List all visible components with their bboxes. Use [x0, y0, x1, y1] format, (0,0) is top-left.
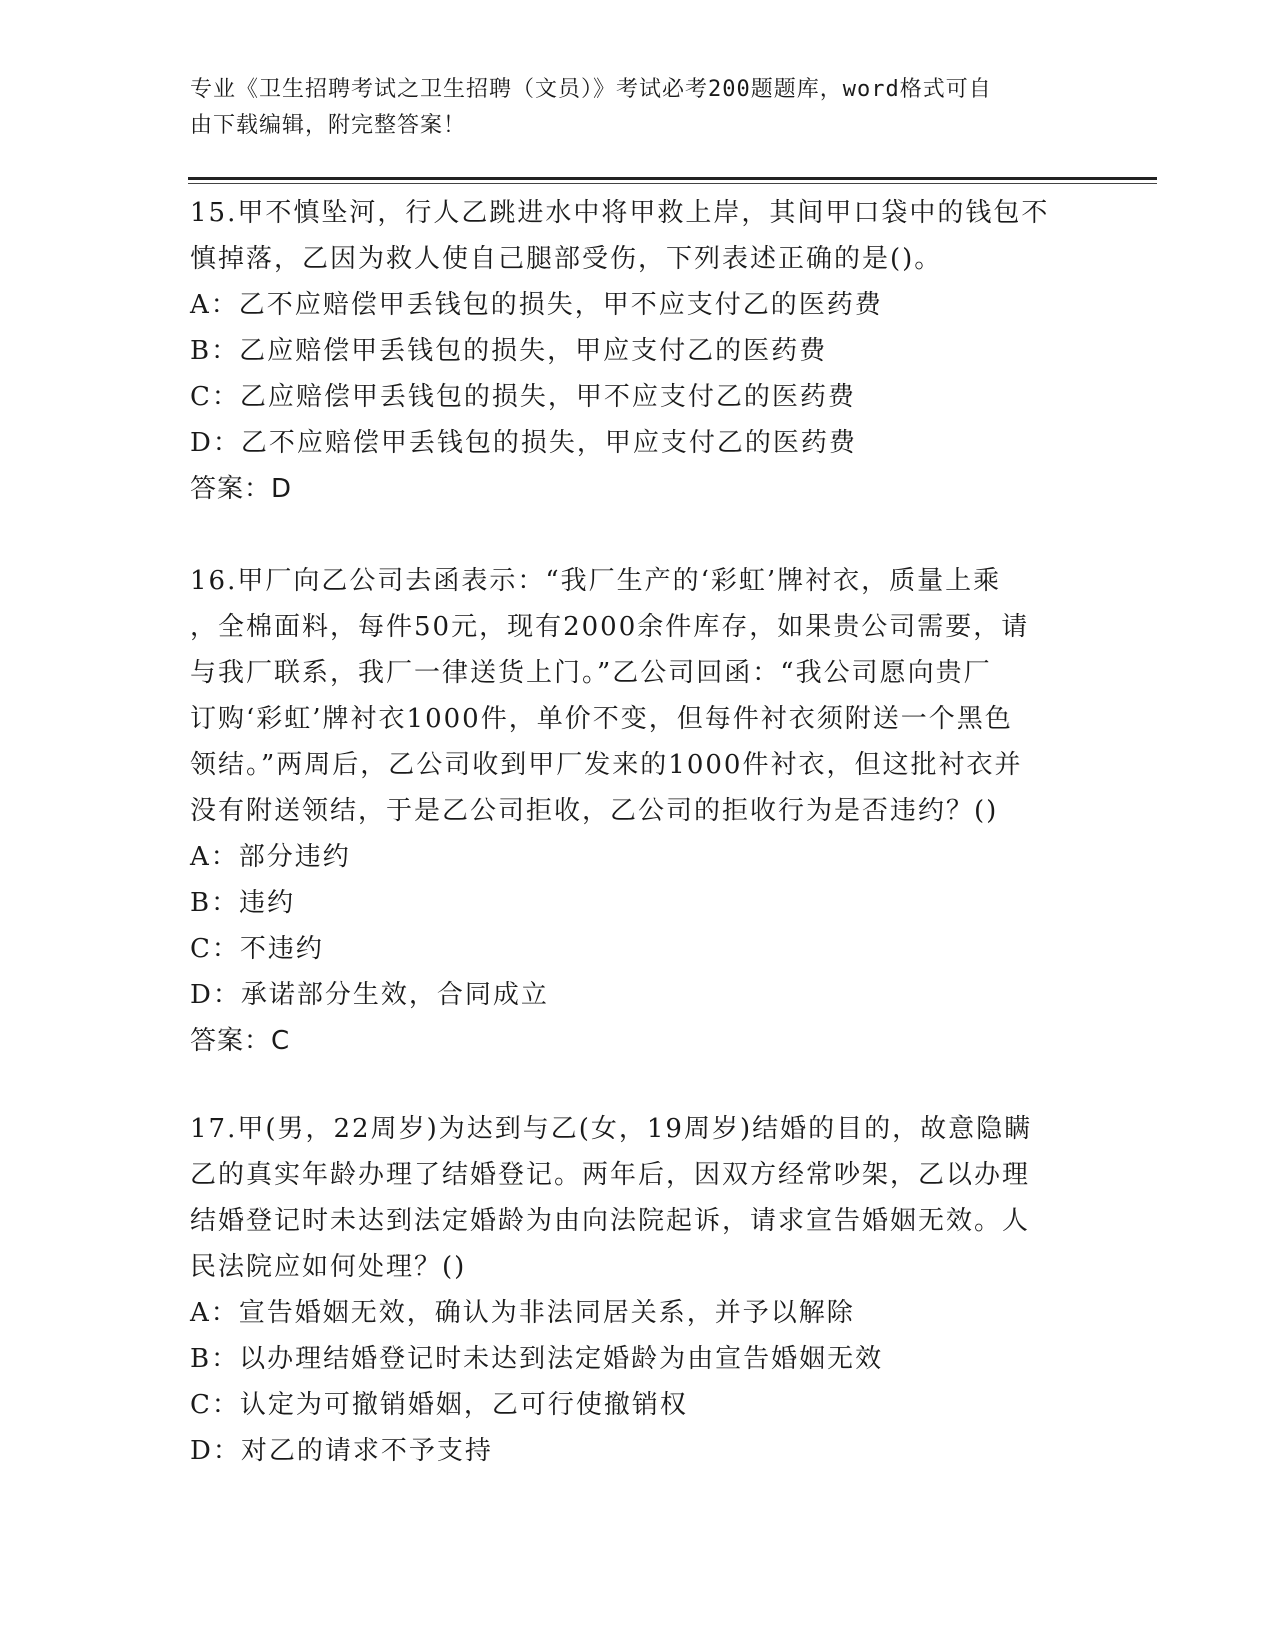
option-b: B：违约 [190, 888, 296, 918]
header-divider-thick [188, 177, 1157, 180]
question-stem [190, 558, 1090, 834]
answer: 答案：D [190, 474, 293, 504]
stem-line: 没有附送领结，于是乙公司拒收，乙公司的拒收行为是否违约？() [190, 796, 999, 826]
document-header [190, 72, 1090, 144]
answer: 答案：C [190, 1026, 291, 1056]
stem-line: 民法院应如何处理？() [190, 1252, 467, 1282]
stem-line: ，全棉面料，每件50元，现有2000余件库存，如果贵公司需要，请 [190, 612, 1030, 642]
option-a: A：宣告婚姻无效，确认为非法同居关系，并予以解除 [190, 1298, 855, 1328]
option-b: B：以办理结婚登记时未达到法定婚龄为由宣告婚姻无效 [190, 1344, 884, 1374]
header-line-1: 专业《卫生招聘考试之卫生招聘（文员）》考试必考200题题库，word格式可自 [190, 77, 992, 102]
option-d: D：对乙的请求不予支持 [190, 1436, 493, 1466]
option-c: C：不违约 [190, 934, 324, 964]
question-16 [190, 558, 1090, 1064]
option-d: D：乙不应赔偿甲丢钱包的损失，甲应支付乙的医药费 [190, 428, 857, 458]
stem-line: 结婚登记时未达到法定婚龄为由向法院起诉，请求宣告婚姻无效。人 [190, 1206, 1031, 1236]
stem-line: 17.甲(男，22周岁)为达到与乙(女，19周岁)结婚的目的，故意隐瞒 [190, 1114, 1033, 1144]
option-b: B：乙应赔偿甲丢钱包的损失，甲应支付乙的医药费 [190, 336, 828, 366]
stem-line: 乙的真实年龄办理了结婚登记。两年后，因双方经常吵架，乙以办理 [190, 1160, 1031, 1190]
option-c: C：认定为可撤销婚姻，乙可行使撤销权 [190, 1390, 688, 1420]
header-line-2: 由下载编辑，附完整答案！ [190, 113, 467, 138]
stem-line: 15.甲不慎坠河，行人乙跳进水中将甲救上岸，其间甲口袋中的钱包不 [190, 198, 1050, 228]
stem-line: 领结。”两周后，乙公司收到甲厂发来的1000件衬衣，但这批衬衣并 [190, 750, 1023, 780]
stem-line: 订购‘彩虹’牌衬衣1000件，单价不变，但每件衬衣须附送一个黑色 [190, 704, 1013, 734]
option-c: C：乙应赔偿甲丢钱包的损失，甲不应支付乙的医药费 [190, 382, 856, 412]
header-divider-thin [188, 183, 1157, 184]
option-a: A：部分违约 [190, 842, 351, 872]
stem-line: 16.甲厂向乙公司去函表示：“我厂生产的‘彩虹’牌衬衣，质量上乘 [190, 566, 1002, 596]
question-stem [190, 1106, 1090, 1290]
question-15 [190, 190, 1090, 512]
option-a: A：乙不应赔偿甲丢钱包的损失，甲不应支付乙的医药费 [190, 290, 883, 320]
question-17 [190, 1106, 1090, 1474]
question-stem [190, 190, 1090, 282]
option-d: D：承诺部分生效，合同成立 [190, 980, 549, 1010]
stem-line: 慎掉落，乙因为救人使自己腿部受伤，下列表述正确的是()。 [190, 244, 943, 274]
stem-line: 与我厂联系，我厂一律送货上门。”乙公司回函：“我公司愿向贵厂 [190, 658, 992, 688]
